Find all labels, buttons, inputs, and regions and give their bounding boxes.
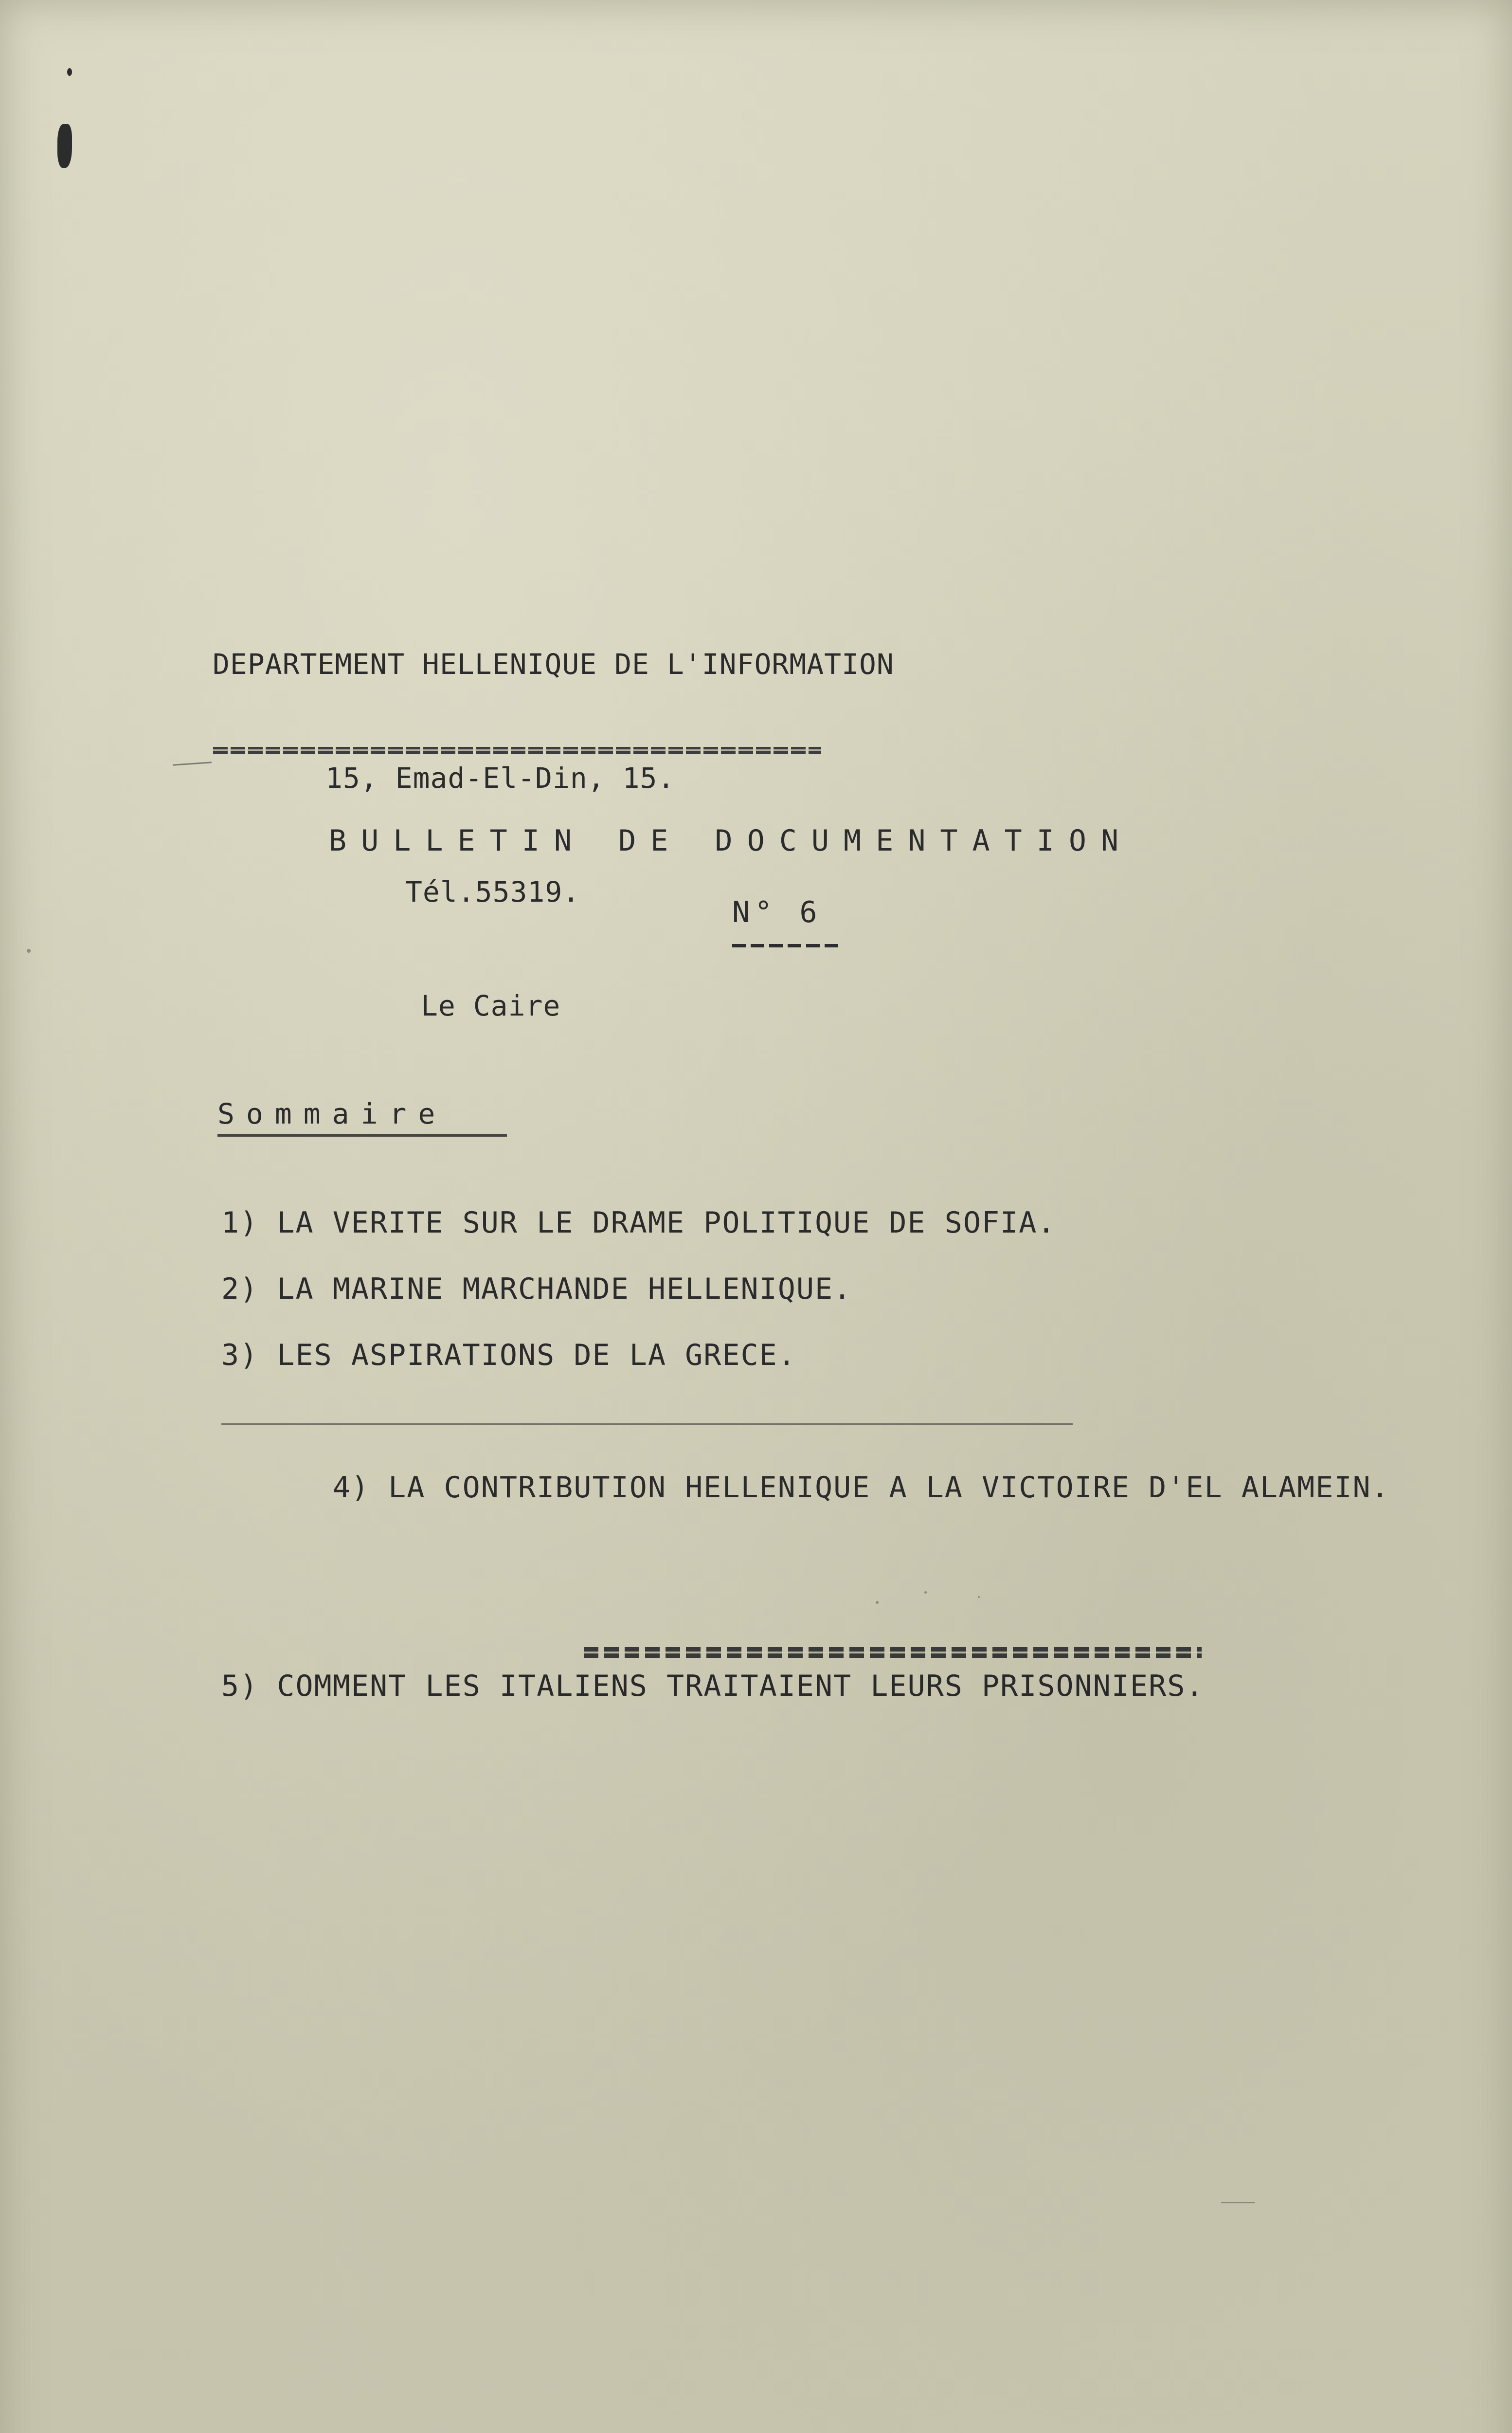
letterhead-phone: Tél.55319. [405,875,580,908]
paper-speck [27,949,31,953]
closing-rule [584,1647,1202,1658]
summary-item: 1) LA VERITE SUR LE DRAME POLITIQUE DE SOFIA. [221,1206,1056,1240]
paper-speck [924,1591,927,1594]
paper-speck [1221,2202,1255,2203]
paper-speck [876,1601,879,1604]
bulletin-number: N° 6 [732,895,822,929]
paper-speck [978,1596,980,1598]
summary-heading-underline [217,1134,507,1137]
summary-item-overstruck [221,1388,1390,1653]
summary-item: 2) LA MARINE MARCHANDE HELLENIQUE. [221,1272,852,1306]
summary-item: 3) LES ASPIRATIONS DE LA GRECE. [221,1338,796,1372]
letterhead-address: 15, Emad-El-Din, 15. [325,762,675,795]
summary-list [221,1190,1390,1719]
bulletin-number-underline [732,944,842,947]
letterhead-department: DEPARTEMENT HELLENIQUE DE L'INFORMATION [213,648,894,681]
strikethrough-line [221,1423,1073,1425]
summary-item: 5) COMMENT LES ITALIENS TRAITAIENT LEURS PRISONNIERS. [221,1669,1205,1703]
margin-stroke [173,762,212,766]
summary-item-text: 4) LA CONTRIBUTION HELLENIQUE A LA VICTOIRE D'EL ALAMEIN. [332,1471,1390,1505]
summary-heading: Sommaire [217,1097,447,1130]
ink-blot-mark [67,68,72,76]
letterhead-city: Le Caire [421,989,561,1022]
separator-rule [213,747,821,754]
bulletin-title: BULLETIN DE DOCUMENTATION [329,824,1134,858]
ink-blot-mark [57,124,72,168]
